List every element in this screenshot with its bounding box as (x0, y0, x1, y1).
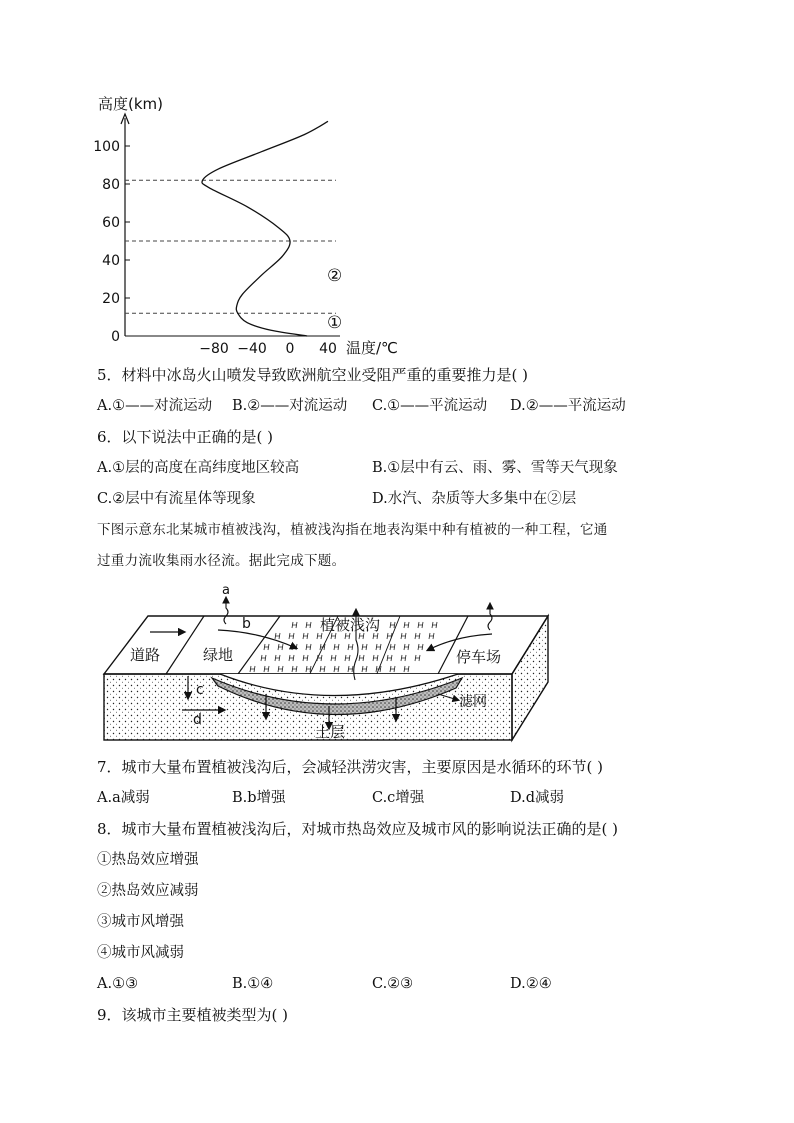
x-tick-label: 40 (319, 341, 337, 357)
label-parking: 停车场 (456, 648, 502, 666)
intro-line-2: 过重力流收集雨水径流。据此完成下题。 (97, 553, 346, 569)
y-tick-label: 0 (111, 329, 120, 345)
q9-stem: 9．该城市主要植被类型为( ) (97, 1006, 289, 1024)
x-tick-label: −40 (237, 341, 267, 357)
q8-statement-3: ③城市风增强 (97, 914, 184, 930)
layer-label-1: ① (327, 313, 343, 333)
q7-option-d[interactable]: D.d减弱 (510, 790, 564, 806)
q6-option-a[interactable]: A.①层的高度在高纬度地区较高 (97, 460, 300, 476)
q5-option-b[interactable]: B.②——对流运动 (232, 398, 348, 414)
q8-option-c[interactable]: C.②③ (372, 976, 414, 992)
x-tick-label: −80 (199, 341, 229, 357)
label-swale: 植被浅沟 (320, 616, 381, 634)
q7-option-b[interactable]: B.b增强 (232, 790, 286, 806)
x-axis-label: 温度/℃ (346, 339, 398, 357)
q8-option-b[interactable]: B.①④ (232, 976, 274, 992)
q5-option-a[interactable]: A.①——对流运动 (97, 398, 213, 414)
q8-option-d[interactable]: D.②④ (510, 976, 552, 992)
intro-line-1: 下图示意东北某城市植被浅沟，植被浅沟指在地表沟渠中种有植被的一种工程，它通 (97, 522, 608, 538)
q7-option-c[interactable]: C.c增强 (372, 790, 425, 806)
y-tick-label: 60 (102, 215, 120, 231)
label-d: d (193, 712, 202, 728)
label-road: 道路 (130, 646, 161, 664)
q6-option-d[interactable]: D.水汽、杂质等大多集中在②层 (372, 491, 577, 507)
q5-option-d[interactable]: D.②——平流运动 (510, 398, 626, 414)
q8-statement-1: ①热岛效应增强 (97, 852, 199, 868)
q8-stem: 8．城市大量布置植被浅沟后，对城市热岛效应及城市风的影响说法正确的是( ) (97, 820, 619, 838)
label-filter: 滤网 (459, 694, 487, 710)
q7-stem: 7．城市大量布置植被浅沟后，会减轻洪涝灾害，主要原因是水循环的环节( ) (97, 758, 604, 776)
q5-option-c[interactable]: C.①——平流运动 (372, 398, 488, 414)
y-axis-label: 高度(km) (98, 95, 164, 113)
y-tick-label: 20 (102, 291, 120, 307)
y-tick-label: 100 (93, 139, 120, 155)
label-soil: 土层 (315, 723, 346, 741)
q6-option-c[interactable]: C.②层中有流星体等现象 (97, 491, 256, 507)
q6-option-b[interactable]: B.①层中有云、雨、雾、雪等天气现象 (372, 460, 618, 476)
label-c: c (196, 682, 204, 698)
q8-statement-2: ②热岛效应减弱 (97, 883, 199, 899)
y-tick-label: 80 (102, 177, 120, 193)
q7-option-a[interactable]: A.a减弱 (97, 790, 150, 806)
x-tick-label: 0 (285, 341, 295, 357)
atmosphere-temperature-chart (90, 90, 430, 362)
vegetated-swale-diagram (100, 582, 555, 747)
q5-stem: 5．材料中冰岛火山喷发导致欧洲航空业受阻严重的重要推力是( ) (97, 366, 529, 384)
label-b: b (242, 616, 251, 632)
q8-option-a[interactable]: A.①③ (97, 976, 139, 992)
q8-statement-4: ④城市风减弱 (97, 945, 184, 961)
q6-stem: 6．以下说法中正确的是( ) (97, 428, 274, 446)
y-tick-label: 40 (102, 253, 120, 269)
label-a: a (222, 583, 230, 598)
layer-label-2: ② (327, 266, 343, 286)
label-green: 绿地 (203, 646, 234, 664)
temperature-curve (202, 121, 328, 336)
